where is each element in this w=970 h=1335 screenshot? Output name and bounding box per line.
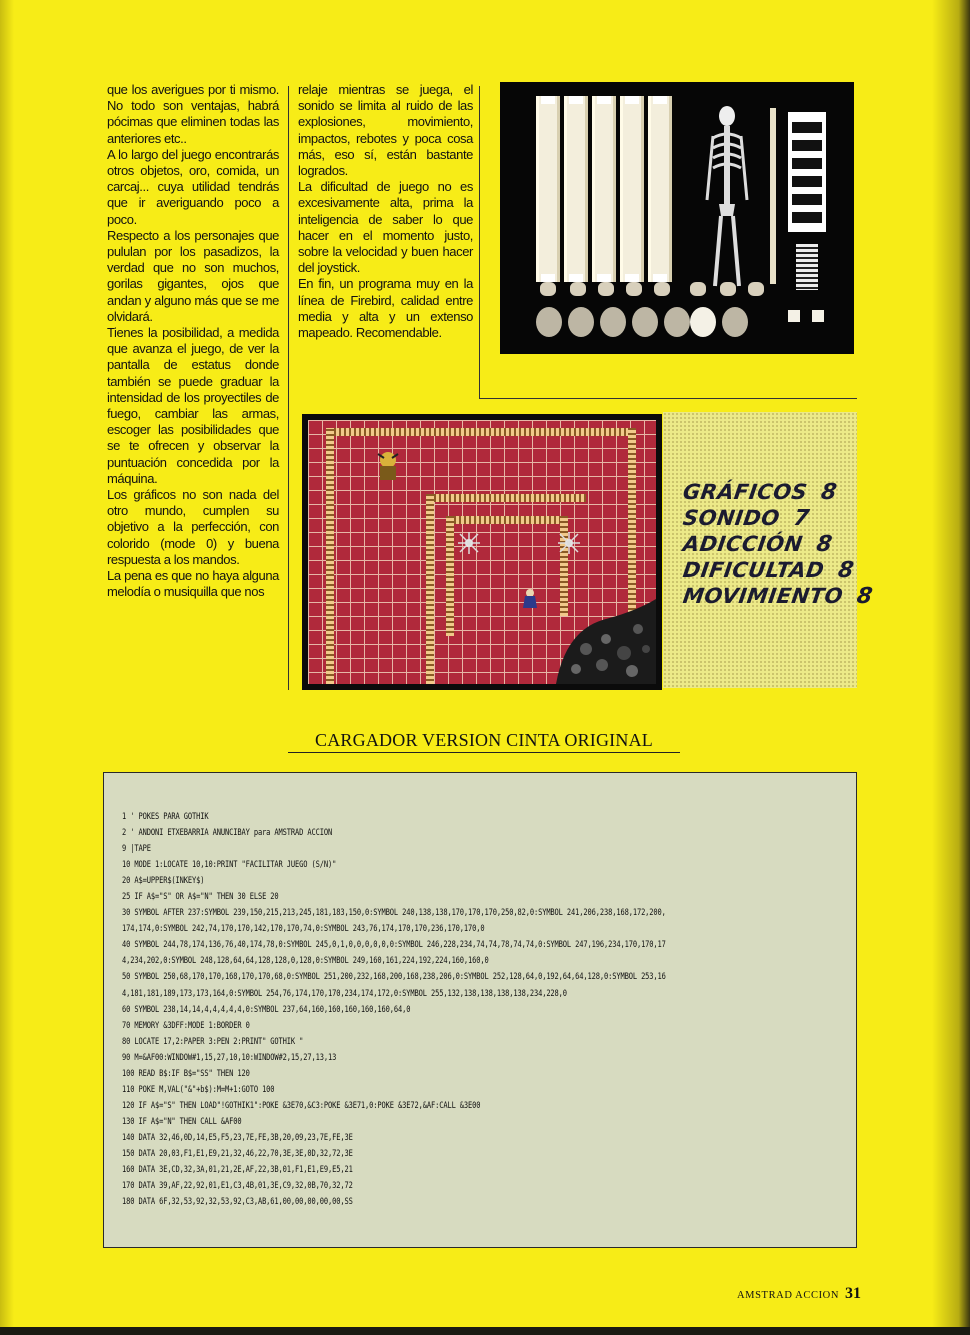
page-bottom-edge (0, 1327, 970, 1335)
code-line: 25 IF A$="S" OR A$="N" THEN 30 ELSE 20 (122, 892, 279, 903)
rating-label: ADICCIÓN (681, 532, 805, 556)
staff-item (770, 108, 776, 284)
mask-icon (654, 282, 670, 296)
code-line: 10 MODE 1:LOCATE 10,10:PRINT "FACILITAR JUEGO (S/N)" (122, 860, 337, 871)
maze-wall (326, 428, 636, 436)
rating-score: 8 (836, 558, 856, 583)
paragraph: La pena es que no haya alguna melodía o musiquilla que nos (107, 568, 279, 600)
code-line: 30 SYMBOL AFTER 237:SYMBOL 239,150,215,213,245,181,183,150,0:SYMBOL 240,138,138,170,170,170,250,82,0:SYMBOL 241,206,238,168,172,200, (122, 908, 666, 919)
ring-icon (748, 282, 764, 296)
code-line: 120 IF A$="S" THEN LOAD"!GOTHIK1":POKE &3E70,&C3:POKE &3E71,0:POKE &3E72,&AF:CALL &3E00 (122, 1100, 481, 1111)
maze-wall (426, 494, 586, 502)
energy-column (592, 96, 616, 282)
rating-label: SONIDO (681, 506, 782, 530)
power-meter (788, 112, 826, 232)
paragraph: relaje mientras se juega, el sonido se limita al ruido de las explosiones, movimiento, impactos, rebotes y poca cosa más, eso sí, están bastante logrados. (298, 82, 473, 179)
page-footer (737, 1285, 861, 1303)
magazine-name: AMSTRAD ACCION (737, 1290, 840, 1301)
maze-wall (446, 516, 568, 524)
rating-score: 8 (819, 480, 839, 505)
rating-movimiento (681, 584, 875, 609)
code-line: 4,181,181,189,173,173,164,0:SYMBOL 254,76,174,170,170,234,174,172,0:SYMBOL 255,132,138,138,138,138,234,228,0 (122, 988, 567, 999)
code-line: 90 M=&AF00:WINDOW#1,15,27,10,10:WINDOW#2,15,27,13,13 (122, 1052, 337, 1063)
page-gutter-right (932, 0, 970, 1335)
rating-score: 7 (791, 506, 812, 531)
inventory-slot (568, 307, 594, 337)
paragraph: que los averigues por ti mismo. No todo son ventajas, habrá pócimas que eliminen todas las anteriores etc.. (107, 82, 279, 146)
player-wizard (522, 588, 538, 608)
energy-column (648, 96, 672, 282)
code-line: 140 DATA 32,46,0D,14,E5,F5,23,7E,FE,3B,20,09,23,7E,FE,3E (122, 1132, 353, 1143)
rating-sonido (681, 506, 855, 531)
spider-enemy (458, 532, 480, 554)
indicator-square (812, 310, 824, 322)
column-divider (479, 86, 480, 398)
page-number: 31 (845, 1285, 862, 1302)
column-divider (288, 86, 289, 690)
energy-column (620, 96, 644, 282)
loader-heading: CARGADOR VERSION CINTA ORIGINAL (288, 730, 680, 753)
page-gutter-left (0, 0, 14, 1335)
code-line: 160 DATA 3E,CD,32,3A,01,21,2E,AF,22,3B,01,F1,E1,E9,E5,21 (122, 1165, 353, 1176)
rating-label: MOVIMIENTO (681, 584, 845, 608)
paragraph: A lo largo del juego encontrarás otros objetos, oro, comida, un carcaj... cuya utilidad tendrás que ir averiguando poco a poco. (107, 146, 279, 227)
code-line: 180 DATA 6F,32,53,92,32,53,92,C3,AB,61,00,00,00,00,00,SS (122, 1197, 353, 1208)
code-line: 40 SYMBOL 244,78,174,136,76,40,174,78,0:SYMBOL 245,0,1,0,0,0,0,0,0:SYMBOL 246,228,234,74,74,78,74,74,0:SYMBOL 247,196,234,170,170,17 (122, 940, 666, 951)
energy-column (564, 96, 588, 282)
potion-icon (570, 282, 586, 296)
code-line: 4,234,202,0:SYMBOL 248,128,64,64,128,128,0,128,0:SYMBOL 249,160,161,224,192,224,160,160,0 (122, 956, 489, 967)
skeleton-figure (705, 104, 749, 288)
code-line: 174,174,0:SYMBOL 242,74,170,170,142,170,170,74,0:SYMBOL 243,76,174,170,170,236,170,170,0 (122, 924, 485, 935)
mask-icon (598, 282, 614, 296)
code-line: 2 ' ANDONI ETXEBARRIA ANUNCIBAY para AMSTRAD ACCION (122, 828, 333, 839)
maze-wall (426, 494, 434, 684)
inventory-slot (690, 307, 716, 337)
paragraph: Respecto a los personajes que pululan por los pasadizos, la verdad que no son muchos, gorilas gigantes, ojos que andan y alguno más que se me olvidará. (107, 227, 279, 324)
code-line: 60 SYMBOL 238,14,14,4,4,4,4,4,0:SYMBOL 237,64,160,160,160,160,160,64,0 (122, 1004, 411, 1015)
code-line: 50 SYMBOL 250,68,170,170,168,170,170,68,0:SYMBOL 251,200,232,168,200,168,238,206,0:SYMBOL 252,128,64,0,192,64,64,128,0:SYMBOL 253,16 (122, 972, 666, 983)
spider-enemy (558, 532, 580, 554)
code-line: 100 READ B$:IF B$="SS" THEN 120 (122, 1068, 250, 1079)
code-line: 1 ' POKES PARA GOTHIK (122, 812, 209, 822)
basic-code-listing (122, 809, 844, 1210)
indicator-square (788, 310, 800, 322)
article-column-2 (298, 82, 473, 341)
inventory-slot (722, 307, 748, 337)
energy-column (536, 96, 560, 282)
maze-floor (308, 420, 656, 684)
game-screenshot-maze (302, 414, 662, 690)
inventory-slot (600, 307, 626, 337)
maze-wall (326, 428, 334, 684)
code-line: 150 DATA 20,03,F1,E1,E9,21,32,46,22,70,3E,3E,0D,32,72,3E (122, 1148, 353, 1159)
code-line: 170 DATA 39,AF,22,92,01,E1,C3,4B,01,3E,C9,32,0B,70,32,72 (122, 1181, 353, 1192)
potion-icon (540, 282, 556, 296)
gem-icon (626, 282, 642, 296)
code-line: 130 IF A$="N" THEN CALL &AF00 (122, 1116, 242, 1127)
section-divider (479, 398, 857, 399)
rating-label: GRÁFICOS (681, 480, 809, 504)
code-line: 80 LOCATE 17,2:PAPER 3:PEN 2:PRINT" GOTHIK " (122, 1036, 304, 1047)
rating-label: DIFICULTAD (681, 558, 826, 582)
code-listing-box (103, 772, 857, 1248)
article-column-1 (107, 82, 279, 601)
rating-score: 8 (855, 584, 875, 609)
inventory-slot (536, 307, 562, 337)
fire-intensity-meter (796, 244, 818, 290)
paragraph: En fin, un programa muy en la línea de Firebird, calidad entre media y alta y un extenso mapeado. Recomendable. (298, 276, 473, 341)
code-line: 110 POKE M,VAL("&"+b$):M=M+1:GOTO 100 (122, 1084, 275, 1095)
code-line: 9 |TAPE (122, 844, 151, 855)
code-line: 70 MEMORY &3DFF:MODE 1:BORDER 0 (122, 1020, 250, 1031)
code-line: 20 A$=UPPER$(INKEY$) (122, 876, 205, 887)
rating-adiccion (681, 532, 855, 557)
gorilla-enemy (374, 450, 402, 482)
rating-dificultad (681, 558, 855, 583)
ratings-box (663, 412, 875, 688)
paragraph: Los gráficos no son nada del otro mundo, cumplen su objetivo a la perfección, con colorido (mode 0) y buena respuesta a los mandos. (107, 487, 279, 567)
paragraph: La dificultad de juego no es excesivamente alta, prima la inteligencia de saber lo que hacer en el momento justo, sobre la velocidad y buen hacer del joystick. (298, 179, 473, 276)
rating-score: 8 (814, 532, 835, 557)
inventory-slot (632, 307, 658, 337)
game-screenshot-status (500, 82, 854, 354)
key-icon (720, 282, 736, 296)
inventory-slot (664, 307, 690, 337)
rubble-pile (546, 589, 656, 684)
paragraph: Tienes la posibilidad, a medida que avanza el juego, de ver la pantalla de estatus donde también se puede graduar la intensidad de los proyectiles de fuego, cambiar las armas, escoger las posibilidades que se te ofrecen y observar la puntuación concedida por la máquina. (107, 325, 279, 486)
key-icon (690, 282, 706, 296)
rating-graficos (681, 480, 855, 505)
maze-wall (446, 516, 454, 636)
